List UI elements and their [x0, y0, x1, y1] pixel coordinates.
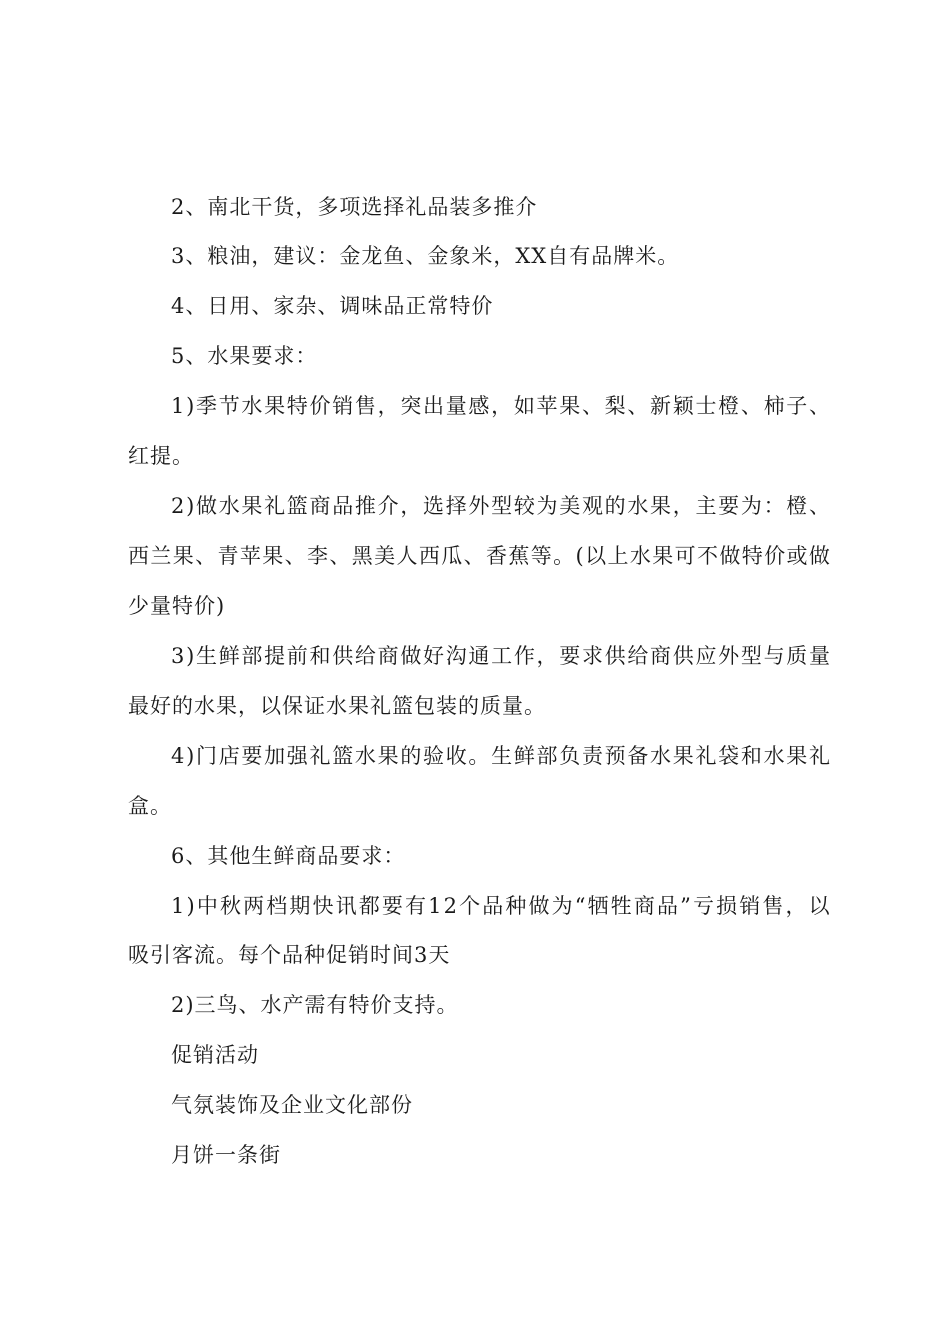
item-dry-goods: 2、南北干货，多项选择礼品装多推介	[171, 195, 538, 219]
fresh-req-1-line-1: 1 ) 中 秋 两 档 期 快 讯 都 要 有 1 2 个 品 种 做 为 “ 牺 牲 商 品 ” 亏 损 销 售 ， 以	[171, 894, 831, 918]
fruit-req-1-line-1: 1 ) 季 节 水 果 特 价 销 售 ， 突 出 量 感 ， 如 苹 果 、 梨 、 新 颖 士 橙 、 柿 子 、	[171, 394, 831, 418]
item-fruit-heading: 5、水果要求：	[171, 344, 318, 368]
item-fresh-heading: 6、其他生鲜商品要求：	[171, 844, 406, 868]
fruit-req-4-line-1: 4 ) 门 店 要 加 强 礼 篮 水 果 的 验 收 。 生 鲜 部 负 责 预 备 水 果 礼 袋 和 水 果 礼	[171, 744, 831, 768]
fresh-req-1-line-2: 吸引客流。每个品种促销时间3天	[128, 943, 451, 967]
section-promotion: 促销活动	[171, 1043, 259, 1067]
item-grain-oil: 3、粮油，建议：金龙鱼、金象米，XX自有品牌米。	[171, 244, 680, 268]
fruit-req-1-line-2: 红提。	[128, 444, 194, 468]
fruit-req-2-line-2: 西 兰 果 、 青 苹 果 、 李 、 黑 美 人 西 瓜 、 香 蕉 等 。 ( 以 上 水 果 可 不 做 特 价 或 做	[128, 544, 831, 568]
fruit-req-4-line-2: 盒。	[128, 794, 172, 818]
section-decoration-culture: 气氛装饰及企业文化部份	[171, 1093, 413, 1117]
fruit-req-3-line-2: 最好的水果，以保证水果礼篮包装的质量。	[128, 694, 546, 718]
item-daily-use: 4、日用、家杂、调味品正常特价	[171, 294, 494, 318]
fruit-req-3-line-1: 3 ) 生 鲜 部 提 前 和 供 给 商 做 好 沟 通 工 作 ， 要 求 供 给 商 供 应 外 型 与 质 量	[171, 644, 831, 668]
fruit-req-2-line-3: 少量特价)	[128, 594, 226, 618]
fresh-req-2: 2)三鸟、水产需有特价支持。	[171, 993, 459, 1017]
section-mooncake-street: 月饼一条街	[171, 1143, 281, 1167]
fruit-req-2-line-1: 2 ) 做 水 果 礼 篮 商 品 推 介 ， 选 择 外 型 较 为 美 观 的 水 果 ， 主 要 为 ： 橙 、	[171, 494, 831, 518]
